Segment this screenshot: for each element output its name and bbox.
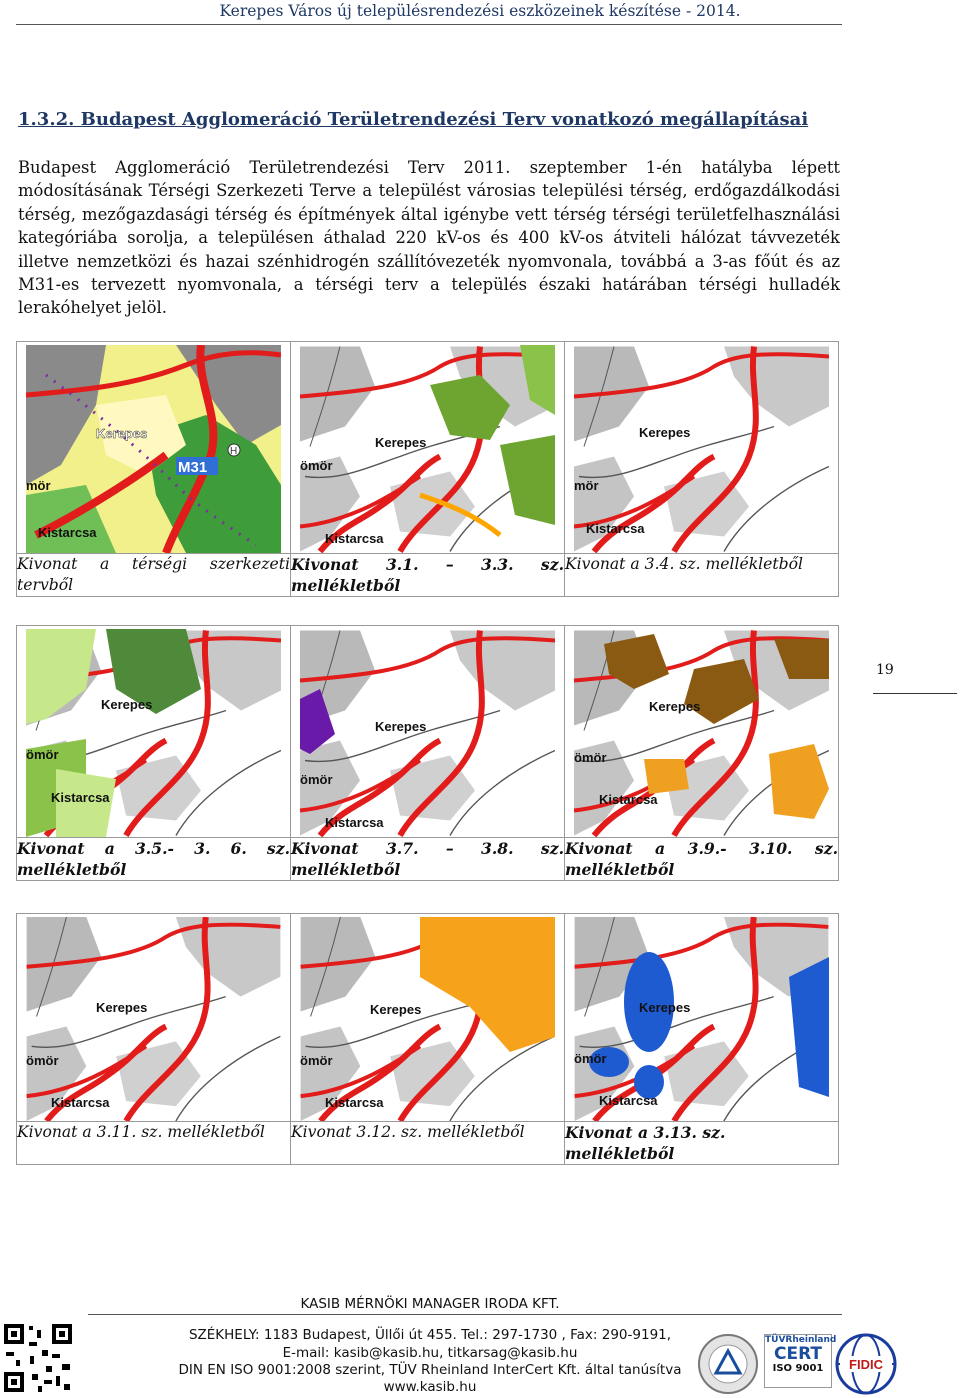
town-label-kistarcsa: Kistarcsa — [38, 525, 97, 540]
tuv-seal-icon — [697, 1333, 759, 1395]
svg-text:ömör: ömör — [300, 458, 333, 473]
svg-text:ömör: ömör — [26, 747, 59, 762]
svg-text:ömör: ömör — [300, 1053, 333, 1068]
svg-text:Kistarcsa: Kistarcsa — [599, 792, 658, 807]
map-caption: Kivonat a 3.9.- 3.10. sz. mellékletből — [565, 839, 838, 879]
map-cell-6 — [565, 626, 839, 838]
map-3-12 — [300, 917, 555, 1121]
map-cell-8 — [291, 914, 565, 1122]
map-caption: Kivonat a 3.4. sz. mellékletből — [565, 554, 839, 597]
svg-text:mör: mör — [574, 478, 599, 493]
svg-text:Kistarcsa: Kistarcsa — [51, 1095, 110, 1110]
map-cell-9 — [565, 914, 839, 1122]
svg-text:Kerepes: Kerepes — [375, 435, 427, 450]
svg-text:FIDIC: FIDIC — [849, 1357, 883, 1372]
map-caption: Kivonat a térségi szerkezeti tervből — [17, 554, 291, 597]
map-3-9-3-10 — [574, 629, 829, 837]
map-3-11 — [26, 917, 281, 1121]
page-number: 19 — [876, 662, 894, 678]
svg-text:Kistarcsa: Kistarcsa — [51, 790, 110, 805]
svg-text:Kerepes: Kerepes — [375, 719, 427, 734]
svg-text:Kistarcsa: Kistarcsa — [325, 815, 384, 830]
map-caption: Kivonat 3.7. – 3.8. sz. mellékletből — [291, 839, 564, 879]
svg-text:mör: mör — [26, 478, 51, 493]
footer-web: www.kasib.hu — [383, 1379, 477, 1395]
map-3-4 — [574, 345, 829, 553]
map-cell-5 — [291, 626, 565, 838]
map-cell-7 — [17, 914, 291, 1122]
map-3-1-3-3 — [300, 345, 555, 553]
section-title: 1.3.2. Budapest Agglomeráció Területrendezési Terv vonatkozó megállapításai — [18, 109, 809, 130]
map-grid-3 — [16, 913, 839, 1165]
footer-divider — [88, 1314, 842, 1315]
svg-text:ömör: ömör — [574, 750, 607, 765]
map-cell-1 — [17, 342, 291, 554]
header-divider — [16, 24, 842, 25]
tuv-cert-badge: TÜVRheinland CERT ISO 9001 — [764, 1334, 832, 1388]
map-caption: Kivonat a 3.11. sz. mellékletből — [17, 1122, 291, 1165]
svg-text:H: H — [230, 446, 238, 457]
svg-text:Kerepes: Kerepes — [639, 1000, 691, 1015]
map-3-5-3-6 — [26, 629, 281, 837]
map-caption: Kivonat a 3.5.- 3. 6. sz. mellékletből — [17, 839, 290, 879]
town-label-kerepes: Kerepes — [96, 426, 148, 441]
svg-text:Kerepes: Kerepes — [101, 697, 153, 712]
running-header: Kerepes Város új településrendezési eszközeinek készítése - 2014. — [219, 2, 741, 20]
svg-text:ömör: ömör — [300, 772, 333, 787]
footer-email: E-mail: kasib@kasib.hu, titkarsag@kasib.hu — [282, 1345, 578, 1361]
svg-text:Kistarcsa: Kistarcsa — [325, 531, 384, 546]
svg-text:Kerepes: Kerepes — [649, 699, 701, 714]
map-cell-2 — [291, 342, 565, 554]
map-caption: Kivonat 3.1. – 3.3. sz. mellékletből — [291, 555, 564, 595]
svg-text:Kistarcsa: Kistarcsa — [325, 1095, 384, 1110]
svg-text:ömör: ömör — [574, 1051, 607, 1066]
map-cell-4 — [17, 626, 291, 838]
svg-text:Kerepes: Kerepes — [96, 1000, 148, 1015]
map-cell-3 — [565, 342, 839, 554]
body-paragraph: Budapest Agglomeráció Területrendezési Terv 2011. szeptember 1-én hatályba lépett módosításának Térségi Szerkezeti Terve a települést városias települési térség, erdőgazdálkodási térség, mezőgazdasági térség és építmények által igénybe vett térség térségi területfelhasználási kategóriába sorolja, a településen áthalad 220 kV-os és 400 kV-os átviteli hálózat távvezeték illetve nemzetközi és hazai szénhidrogén szállítóvezeték nyomvonala, továbbá a 3-as főút és az M31-es tervezett nyomvonala, a térségi terv a település északi határában térségi hulladék lerakóhelyet jelöl. — [18, 158, 840, 318]
footer-iso: DIN EN ISO 9001:2008 szerint, TÜV Rheinland InterCert Kft. által tanúsítva — [178, 1362, 682, 1378]
svg-text:Kerepes: Kerepes — [639, 425, 691, 440]
svg-text:Kistarcsa: Kistarcsa — [586, 521, 645, 536]
svg-text:Kerepes: Kerepes — [370, 1002, 422, 1017]
footer-address: SZÉKHELY: 1183 Budapest, Üllői út 455. Tel.: 297-1730 , Fax: 290-9191, — [188, 1327, 672, 1343]
svg-text:ömör: ömör — [26, 1053, 59, 1068]
fidic-logo-icon — [835, 1333, 897, 1395]
qr-code-icon — [2, 1322, 74, 1394]
map-3-13 — [574, 917, 829, 1121]
map-grid — [16, 341, 839, 597]
svg-text:Kistarcsa: Kistarcsa — [599, 1093, 658, 1108]
map-structural-plan — [26, 345, 281, 553]
page-number-rule — [873, 693, 957, 694]
map-3-7-3-8 — [300, 629, 555, 837]
footer-company: KASIB MÉRNÖKI MANAGER IRODA KFT. — [300, 1296, 560, 1312]
map-caption: Kivonat 3.12. sz. mellékletből — [291, 1122, 565, 1165]
map-grid-2 — [16, 625, 839, 881]
m31-road-label: M31 — [178, 459, 208, 476]
map-caption: Kivonat a 3.13. sz. mellékletből — [565, 1122, 839, 1165]
